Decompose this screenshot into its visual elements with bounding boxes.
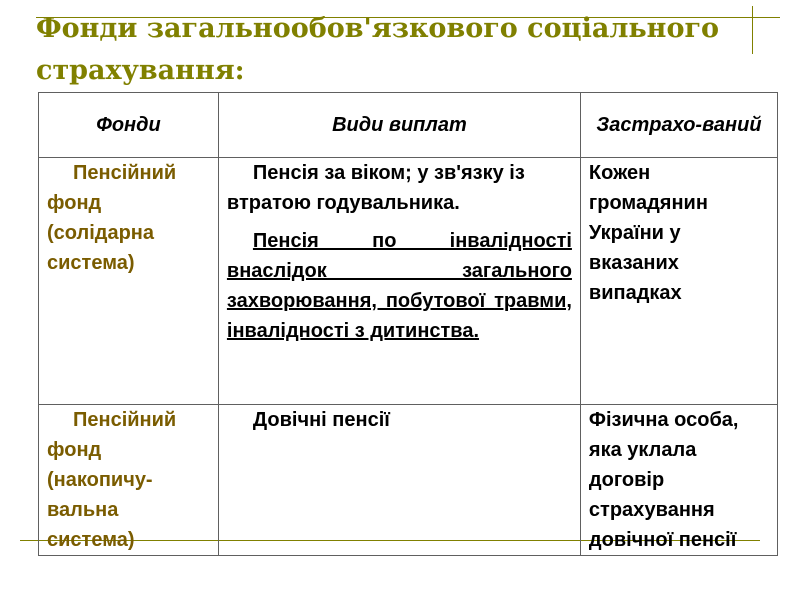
insured-cell: Фізична особа, яка уклала договір страхування довічної пенсії <box>580 405 777 556</box>
header-payment-types: Види виплат <box>218 93 580 158</box>
funds-table <box>38 92 778 556</box>
payment-item: Пенсія по інвалідності внаслідок загального захворювання, побутової травми, інвалідності з дитинства. <box>226 230 572 342</box>
fund-name: Пенсійний фонд (солідарна система) <box>47 162 177 274</box>
payment-item: Довічні пенсії <box>252 409 390 431</box>
payments-cell <box>218 158 580 405</box>
insured-cell: Кожен громадянин України у вказаних випадках <box>580 158 777 405</box>
table-header-row <box>39 93 778 158</box>
table-row <box>39 405 778 556</box>
fund-cell <box>39 158 219 405</box>
fund-name: Пенсійний фонд (накопичу-вальна система) <box>47 409 177 551</box>
slide-title: Фонди загальнообов'язкового соціального страхування: <box>36 13 720 86</box>
fund-cell <box>39 405 219 556</box>
payment-item: Пенсія за віком; у зв'язку із втратою годувальника. <box>226 162 525 214</box>
table-row <box>39 158 778 405</box>
header-insured: Застрахо-ваний <box>580 93 777 158</box>
payments-cell <box>218 405 580 556</box>
header-funds: Фонди <box>39 93 219 158</box>
